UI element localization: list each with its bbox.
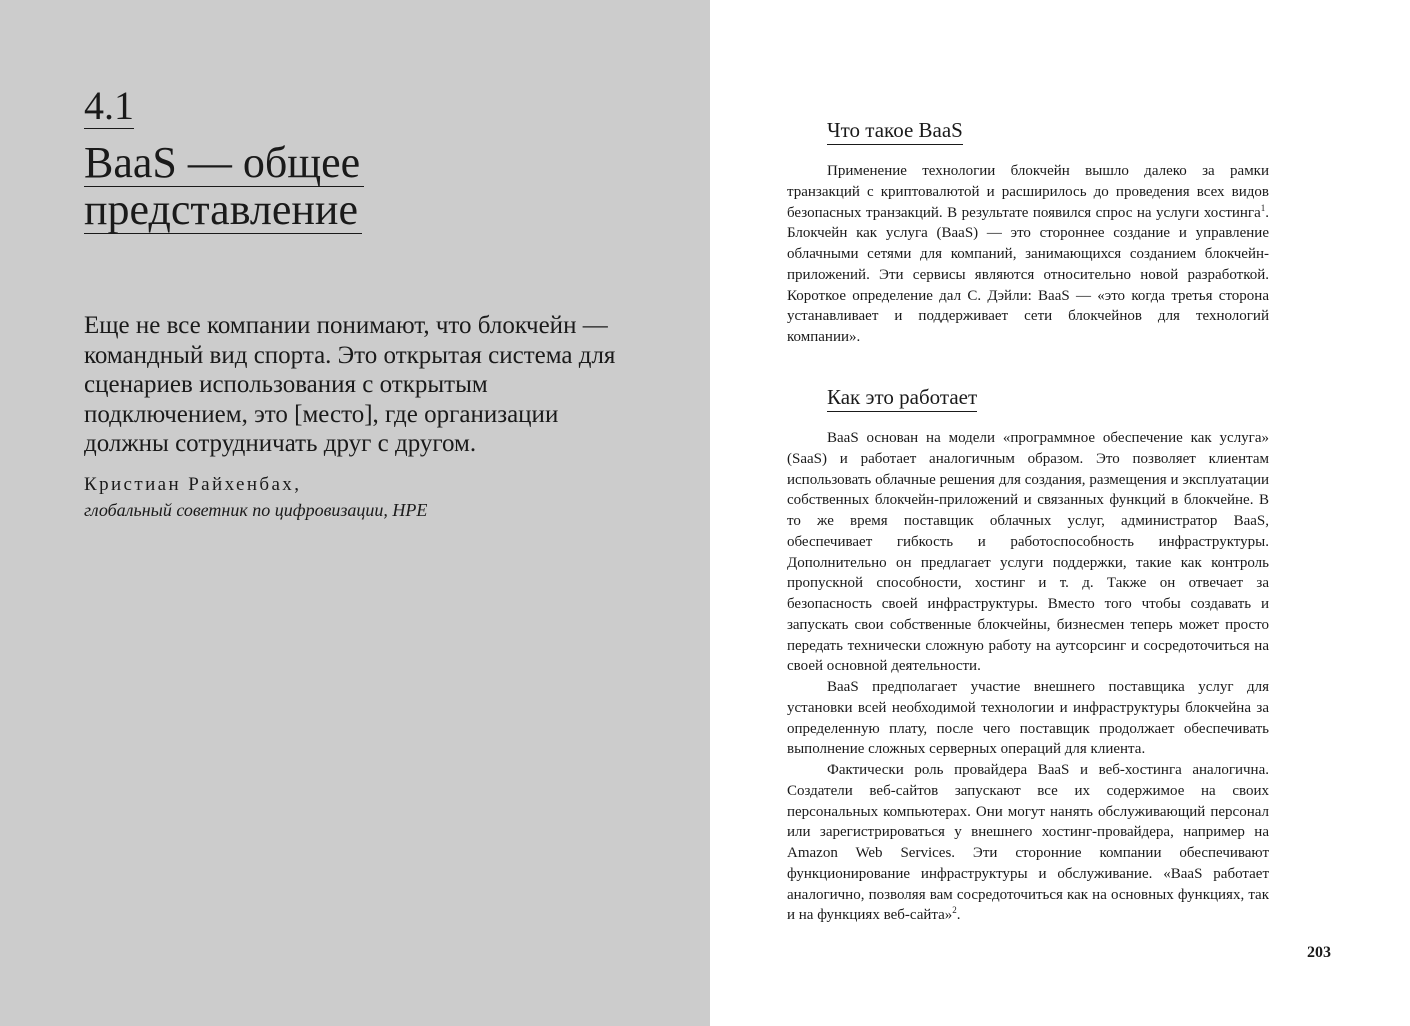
paragraph (787, 760, 1269, 926)
footnote-ref[interactable]: 1 (1260, 202, 1266, 213)
chapter-title-line-2: представление (84, 187, 362, 234)
paragraph-text: . (956, 907, 961, 924)
right-page (710, 0, 1410, 1026)
quote-author: Кристиан Райхенбах, (84, 474, 302, 495)
page-number: 203 (1307, 944, 1331, 961)
quote-author-role: глобальный советник по цифровизации, HPE (84, 500, 428, 520)
paragraph: BaaS основан на модели «программное обеспечение как услуга» (SaaS) и работает аналогичным образом. Это позволяет клиентам использовать облачные решения для создания, размещения и эксплуатации собственных блокчейн-приложений и связанных функций в блокчейне. В то же время поставщик облачных услуг, администратор BaaS, обеспечивает гибкость и работоспособность инфраструктуры. Дополнительно он предлагает услуги поддержки, такие как контроль пропускной способности, хостинг и т. д. Также он отвечает за безопасность своей инфраструктуры. Вместо того чтобы создавать и запускать свои собственные блокчейны, бизнесмен теперь может просто передать технически сложную работу на аутсорсинг и сосредоточиться на своей основной деятельности. (787, 430, 1269, 675)
paragraph-text: Применение технологии блокчейн вышло далеко за рамки транзакций с криптовалютой и расширилось до проведения всех видов безопасных транзакций. В результате появился спрос на услуги хостинга (787, 163, 1269, 221)
section-heading-what-is-baas: Что такое BaaS (827, 117, 963, 145)
section-body-what-is-baas (787, 161, 1269, 348)
section-body-how-it-works (787, 428, 1269, 926)
chapter-number: 4.1 (84, 83, 134, 128)
footnote-ref[interactable]: 2 (952, 905, 957, 916)
section-heading-how-it-works: Как это работает (827, 384, 977, 412)
paragraph-text: . Блокчейн как услуга (BaaS) — это стороннее создание и управление облачными сетями для компаний, занимающихся созданием блокчейн-приложений. Эти сервисы являются относительно новой разработкой. Короткое определение дал С. Дэйли: BaaS — «это когда третья сторона устанавливает и поддерживает сети блокчейнов для технологий компании». (787, 204, 1269, 345)
paragraph (787, 161, 1269, 348)
paragraph: BaaS предполагает участие внешнего поставщика услуг для установки всей необходимой технологии и инфраструктуры блокчейна за определенную плату, после чего поставщик продолжает обеспечивать выполнение сложных серверных операций для клиента. (787, 679, 1269, 758)
chapter-title (84, 140, 644, 234)
epigraph-quote: Еще не все компании понимают, что блокчейн — командный вид спорта. Это открытая система для сценариев использования с открытым подключением, это [место], где организации должны сотрудничать друг с другом. (84, 312, 616, 457)
chapter-title-line-1: BaaS — общее (84, 140, 364, 187)
paragraph-text: Фактически роль провайдера BaaS и веб-хостинга аналогична. Создатели веб-сайтов запускают все их содержимое на своих персональных компьютерах. Они могут нанять обслуживающий персонал или зарегистрироваться у внешнего хостинг-провайдера, например на Amazon Web Services. Эти сторонние компании обеспечивают функционирование инфраструктуры и обслуживание. «BaaS работает аналогично, позволяя вам сосредоточиться как на основных функциях, так и на функциях веб-сайта» (787, 762, 1269, 924)
